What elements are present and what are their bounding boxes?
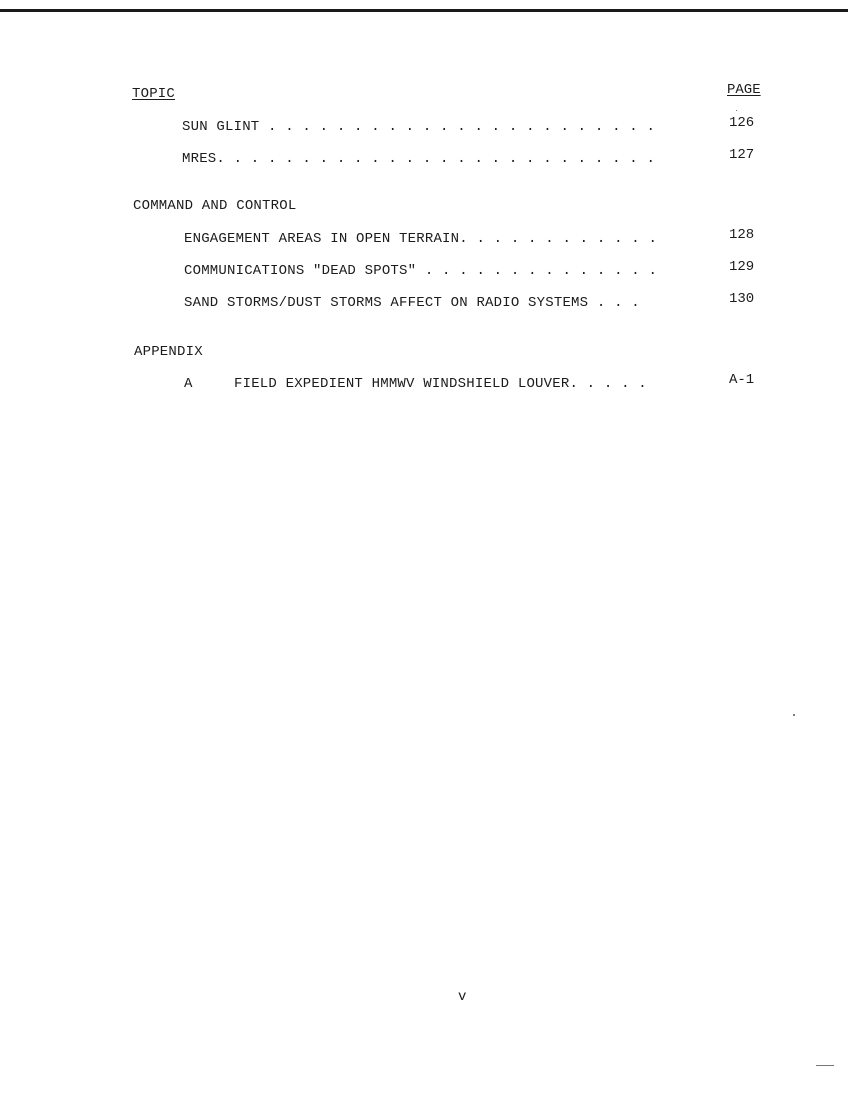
leader-dots: . . . . . bbox=[569, 376, 647, 392]
footer-page-number: v bbox=[458, 989, 467, 1005]
section-heading-command-and-control: COMMAND AND CONTROL bbox=[133, 198, 297, 214]
scan-speck bbox=[793, 714, 795, 716]
toc-entry-appendix-a-letter: A bbox=[184, 376, 193, 392]
entry-title: SAND STORMS/DUST STORMS AFFECT ON RADIO SYSTEMS bbox=[184, 295, 589, 311]
entry-title: FIELD EXPEDIENT HMMWV WINDSHIELD LOUVER bbox=[234, 376, 570, 392]
toc-entry-sun-glint[interactable] bbox=[182, 118, 655, 136]
toc-entry-sand-storms[interactable] bbox=[184, 294, 640, 312]
page-number-128: 128 bbox=[729, 227, 755, 243]
toc-entry-field-expedient-louver[interactable] bbox=[234, 375, 647, 393]
page-number-129: 129 bbox=[729, 259, 755, 275]
scan-mark bbox=[816, 1065, 834, 1066]
page-number-127: 127 bbox=[729, 147, 755, 163]
leader-dots: . . . . . . . . . . . . . . bbox=[416, 263, 658, 279]
entry-title: MRES bbox=[182, 151, 217, 167]
entry-title: COMMUNICATIONS "DEAD SPOTS" bbox=[184, 263, 417, 279]
page-column-header: PAGE bbox=[727, 82, 761, 98]
leader-dots: . . . . . . . . . . . . bbox=[459, 231, 658, 247]
toc-entry-engagement-areas[interactable] bbox=[184, 230, 657, 248]
scan-speck bbox=[736, 110, 737, 111]
leader-dots: . . . bbox=[588, 295, 640, 311]
leader-dots: . . . . . . . . . . . . . . . . . . . . . . . . . . bbox=[216, 151, 656, 167]
topic-column-header: TOPIC bbox=[132, 86, 176, 102]
page-number-126: 126 bbox=[729, 115, 755, 131]
toc-entry-communications-dead-spots[interactable] bbox=[184, 262, 657, 280]
top-rule bbox=[0, 9, 848, 12]
toc-entry-mres[interactable] bbox=[182, 150, 655, 168]
entry-title: SUN GLINT bbox=[182, 119, 260, 135]
page-number-130: 130 bbox=[729, 291, 755, 307]
leader-dots: . . . . . . . . . . . . . . . . . . . . . . . bbox=[259, 119, 656, 135]
entry-title: ENGAGEMENT AREAS IN OPEN TERRAIN bbox=[184, 231, 460, 247]
page-number-a-1: A-1 bbox=[729, 372, 755, 388]
section-heading-appendix: APPENDIX bbox=[134, 344, 203, 360]
